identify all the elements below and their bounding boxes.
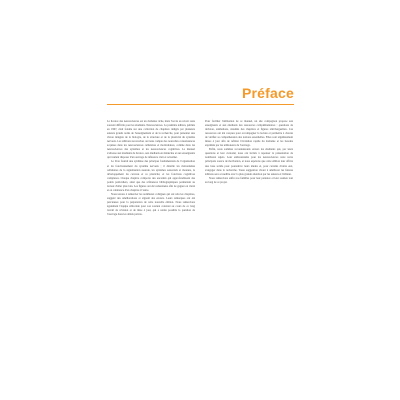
- left-paragraph-2: Le livre fournit une synthèse des principes fondamentaux de l'organisation et du fonctionnement du système nerveux ; il détaille les mécanismes cellulaires de la signalisation neurale, les systèmes sensoriels et moteurs, le développement du cerveau et sa plasticité, et les fonctions cognitives complexes. Chaque chapitre comporte des encadrés qui approfondissent des points particuliers, ainsi que des références bibliographiques permettant au lecteur d'aller plus loin. Les figures ont été redessinées afin de gagner en clarté et en cohérence d'un chapitre à l'autre.: [107, 160, 195, 192]
- title-rule: [107, 104, 294, 105]
- left-column: [107, 120, 195, 217]
- left-paragraph-3: Nous tenons à remercier les nombreux collègues qui ont relu les chapitres, suggéré des améliorations et signalé des erreurs. Leurs remarques ont été précieuses pour la préparation de cette nouvelle édition. Nous remercions également l'équipe éditoriale pour son soutien constant au cours de ce long travail de révision et de mise à jour, qui a rendu possible la parution de l'ouvrage dans les délais prévus.: [107, 192, 195, 217]
- left-paragraph-1: La licence des neurosciences est un domaine riche, mais l'accès au savoir reste souvent difficile pour les étudiants. Neurosciences. La première édition, publiée en 1997, était fondée sur une collection de chapitres rédigés par plusieurs auteurs grands noms de l'enseignement et de la recherche, pour présenter une vision intégrée de la biologie, de la structure et de la plasticité du système nerveux. Les éditions successives ont tenu compte des nouvelles connaissances acquises dans les neurosciences cellulaires et moléculaires, comme dans les neurosciences des systèmes et les neurosciences cognitives. Le manuel s'adresse aux étudiants de licence, aux étudiants en médecine et aux enseignants qui veulent disposer d'un ouvrage de référence clair et actualisé.: [107, 120, 196, 160]
- right-paragraph-2: Enfin, nous sommes reconnaissants envers les étudiants qui, par leurs questions et leur curiosité, nous ont incités à repenser la présentation de nombreux sujets. Leur enthousiasme pour les neurosciences reste notre principale source de motivation, et nous espérons que cette édition leur offrira une base solide pour poursuivre leurs études et, pour certains d'entre eux, s'engager dans la recherche. Toute suggestion visant à améliorer les futures éditions sera accueillie avec la plus grande attention par les auteurs et l'éditeur.: [205, 148, 293, 176]
- right-paragraph-3: Nous remercions enfin nos familles pour leur patience et leur soutien tout au long de ce projet.: [205, 176, 293, 184]
- page-title: Préface: [242, 85, 294, 101]
- right-column: [205, 120, 293, 185]
- right-paragraph-1: Pour faciliter l'utilisation de ce manuel, un site compagnon propose aux enseignants et aux étudiants des ressources complémentaires : questions de révision, animations, résumés des chapitres et figures téléchargeables. Ces ressources ont été conçues pour accompagner la lecture et permettre à chacun de vérifier sa compréhension des notions essentielles. Elles sont régulièrement mises à jour afin de refléter l'évolution rapide du domaine et les besoins exprimés par les utilisateurs de l'ouvrage.: [205, 120, 293, 148]
